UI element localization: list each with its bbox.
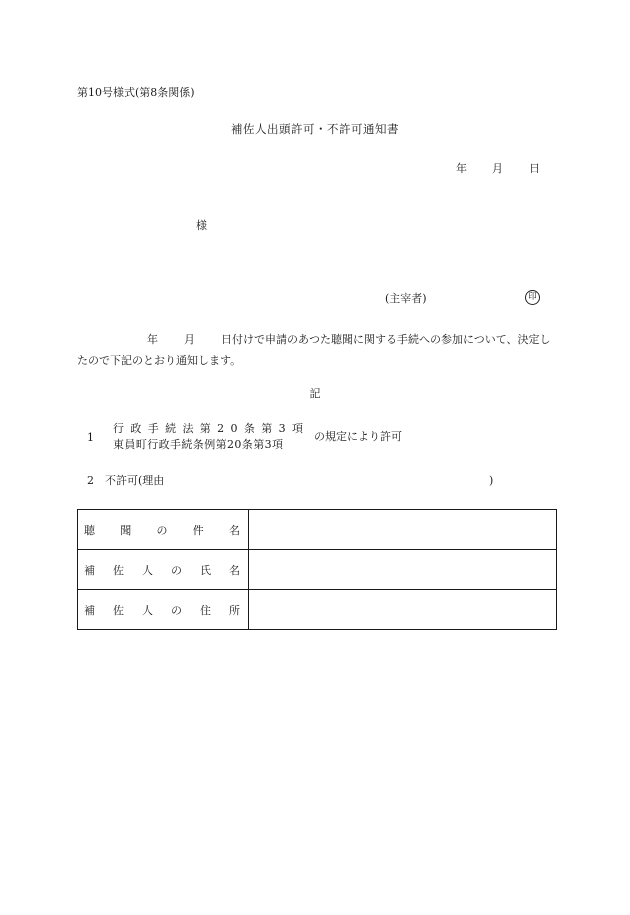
body-text: 日付けで申請のあつた聴聞に関する手続への参加について、決定したので下記のとおり通知します。 xyxy=(77,333,551,367)
body-year: 年 xyxy=(147,333,158,346)
item2-reason-label: 不許可(理由 xyxy=(105,474,165,487)
table-row-assistant-address xyxy=(78,590,557,630)
label-char: 氏 xyxy=(200,563,211,577)
law-char: 第 xyxy=(199,422,211,435)
presiding-officer-label: (主宰者) xyxy=(385,292,427,305)
notice-body xyxy=(77,329,557,371)
law-reference-act xyxy=(113,423,303,434)
label-char: 補 xyxy=(84,603,95,617)
label-char: 住 xyxy=(200,603,211,617)
label-char: 件 xyxy=(192,523,204,537)
body-month: 月 xyxy=(184,333,195,346)
label-char: 補 xyxy=(84,563,95,577)
date-month: 月 xyxy=(492,162,503,175)
law-char: 第 xyxy=(261,422,273,435)
hearing-case-name-label xyxy=(78,510,249,550)
label-char: 人 xyxy=(142,603,153,617)
seal-icon: 印 xyxy=(525,290,540,305)
assistant-name-label xyxy=(78,550,249,590)
law-reference-ordinance: 東員町行政手続条例第20条第3項 xyxy=(113,438,284,451)
law-char: 0 xyxy=(230,422,238,435)
law-char: 条 xyxy=(243,422,255,435)
label-char: の xyxy=(171,563,182,577)
label-char: 聴 xyxy=(84,523,95,537)
date-day: 日 xyxy=(529,162,540,175)
assistant-address-value[interactable] xyxy=(249,590,557,630)
hearing-case-name-value[interactable] xyxy=(249,510,557,550)
law-char: 政 xyxy=(130,422,142,435)
label-char: の xyxy=(156,523,168,537)
law-char: 3 xyxy=(278,422,286,435)
label-char: 所 xyxy=(229,603,240,617)
document-title: 補佐人出頭許可・不許可通知書 xyxy=(231,122,399,136)
law-char: 行 xyxy=(113,422,124,435)
label-char: 佐 xyxy=(113,563,124,577)
law-char: 2 xyxy=(217,422,225,435)
form-number: 第10号様式(第8条関係) xyxy=(77,86,195,99)
law-char: 法 xyxy=(182,422,194,435)
label-char: 人 xyxy=(142,563,153,577)
label-char: 聞 xyxy=(120,523,132,537)
item1-number: 1 xyxy=(87,431,94,444)
table-row-hearing-case-name xyxy=(78,510,557,550)
law-char: 項 xyxy=(291,422,303,435)
label-char: 名 xyxy=(229,563,240,577)
assistant-address-label xyxy=(78,590,249,630)
label-char: 名 xyxy=(229,523,240,537)
date-year: 年 xyxy=(456,162,467,175)
label-char: 佐 xyxy=(113,603,124,617)
item2-number: 2 xyxy=(87,474,94,487)
ki-heading: 記 xyxy=(309,387,321,400)
addressee-suffix: 様 xyxy=(196,219,207,232)
label-char: の xyxy=(171,603,182,617)
law-char: 続 xyxy=(165,422,177,435)
info-table xyxy=(77,509,557,630)
table-row-assistant-name xyxy=(78,550,557,590)
item2-reason-close: ) xyxy=(489,474,494,487)
law-char: 手 xyxy=(147,422,159,435)
item1-permission-text: の規定により許可 xyxy=(314,430,402,443)
assistant-name-value[interactable] xyxy=(249,550,557,590)
